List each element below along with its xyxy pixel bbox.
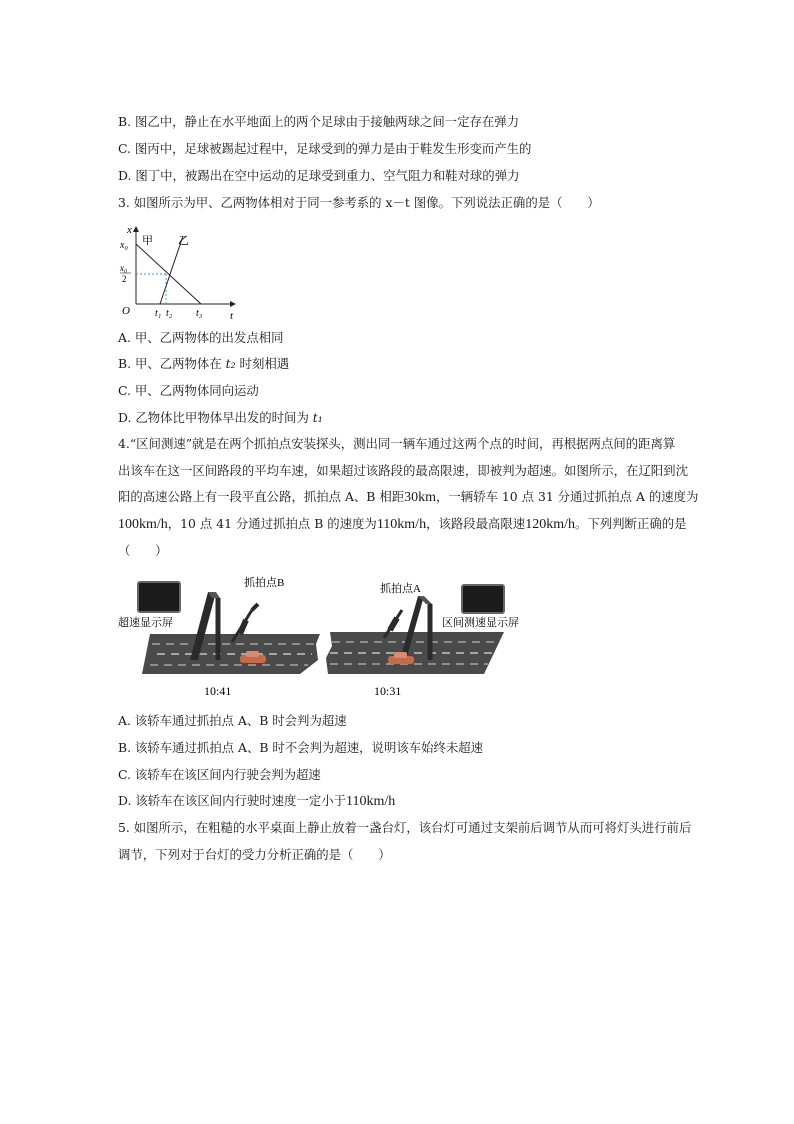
q5-line-1: 5. 如图所示，在粗糙的水平桌面上静止放着一盏台灯，该台灯可通过支架前后调节从而可将灯头进行前后 (118, 820, 692, 835)
q3-option-b: B. 甲、乙两物体在 t₂ 时刻相遇 (118, 356, 290, 371)
q4-answer-paren: （ ） (118, 543, 168, 558)
q3-t3-label: t₃ (196, 308, 203, 319)
q3-option-d: D. 乙物体比甲物体早出发的时间为 t₁ (118, 410, 323, 425)
q3-label-jia: 甲 (142, 235, 153, 247)
left-sign-label: 超速显示屏 (118, 617, 173, 629)
q3-origin-label: O (122, 305, 130, 317)
q4-line-3: 阳的高速公路上有一段平直公路，抓拍点 A、B 相距30km，一辆轿车 10 点 31 分通过抓拍点 A 的速度为 (118, 489, 699, 505)
q3-option-a: A. 甲、乙两物体的出发点相同 (118, 330, 284, 345)
q3-y-tick-x0: x₀ (120, 240, 128, 251)
q4-line-1: 4.“区间测速”就是在两个抓拍点安装探头，测出同一辆车通过这两个点的时间，再根据两点间的距离算 (118, 436, 676, 451)
q4-line-2: 出该车在这一区间路段的平均车速，如果超过该路段的最高限速，即被判为超速。如图所示，在辽阳到沈 (118, 463, 688, 478)
q5-line-2: 调节，下列对于台灯的受力分析正确的是（ ） (118, 847, 391, 862)
q3-xt-graph (112, 222, 242, 322)
q4-option-a: A. 该轿车通过抓拍点 A、B 时会判为超速 (118, 713, 347, 728)
left-time: 10:41 (204, 684, 232, 698)
q2-option-c: C. 图丙中，足球被踢起过程中，足球受到的弹力是由于鞋发生形变而产生的 (118, 141, 532, 156)
q3-axis-t-label: t (230, 310, 234, 322)
right-time: 10:31 (374, 684, 402, 698)
q4-speed-camera-figure (112, 570, 542, 705)
q3-label-yi: 乙 (178, 235, 189, 247)
right-sign-label: 区间测速显示屏 (442, 617, 519, 629)
q3-option-c: C. 甲、乙两物体同向运动 (118, 383, 259, 398)
q4-option-c: C. 该轿车在该区间内行驶会判为超速 (118, 767, 321, 782)
right-point-label: 抓拍点A (380, 583, 421, 595)
left-point-label: 抓拍点B (244, 577, 285, 589)
q3-y-tick-half-num: x₀ (120, 263, 128, 273)
q4-option-d: D. 该轿车在该区间内行驶时速度一定小于110km/h (118, 793, 396, 809)
q2-option-b: B. 图乙中，静止在水平地面上的两个足球由于接触两球之间一定存在弹力 (118, 114, 520, 129)
q2-option-d: D. 图丁中，被踢出在空中运动的足球受到重力、空气阻力和鞋对球的弹力 (118, 168, 520, 183)
q3-t1-label: t₁ (155, 308, 162, 319)
q3-y-tick-half-den: 2 (122, 274, 127, 284)
q3-axis-x-label: x (127, 224, 132, 236)
left-display-screen (138, 582, 180, 612)
q4-line-4: 100km/h，10 点 41 分通过抓拍点 B 的速度为110km/h，该路段最高限速120km/h。下列判断正确的是 (118, 516, 687, 532)
q3-stem: 3. 如图所示为甲、乙两物体相对于同一参考系的 x－t 图像。下列说法正确的是（ ） (118, 195, 600, 210)
q3-t2-label: t₂ (166, 308, 173, 319)
right-display-screen (462, 585, 504, 613)
q4-option-b: B. 该轿车通过抓拍点 A、B 时不会判为超速，说明该车始终未超速 (118, 740, 484, 755)
